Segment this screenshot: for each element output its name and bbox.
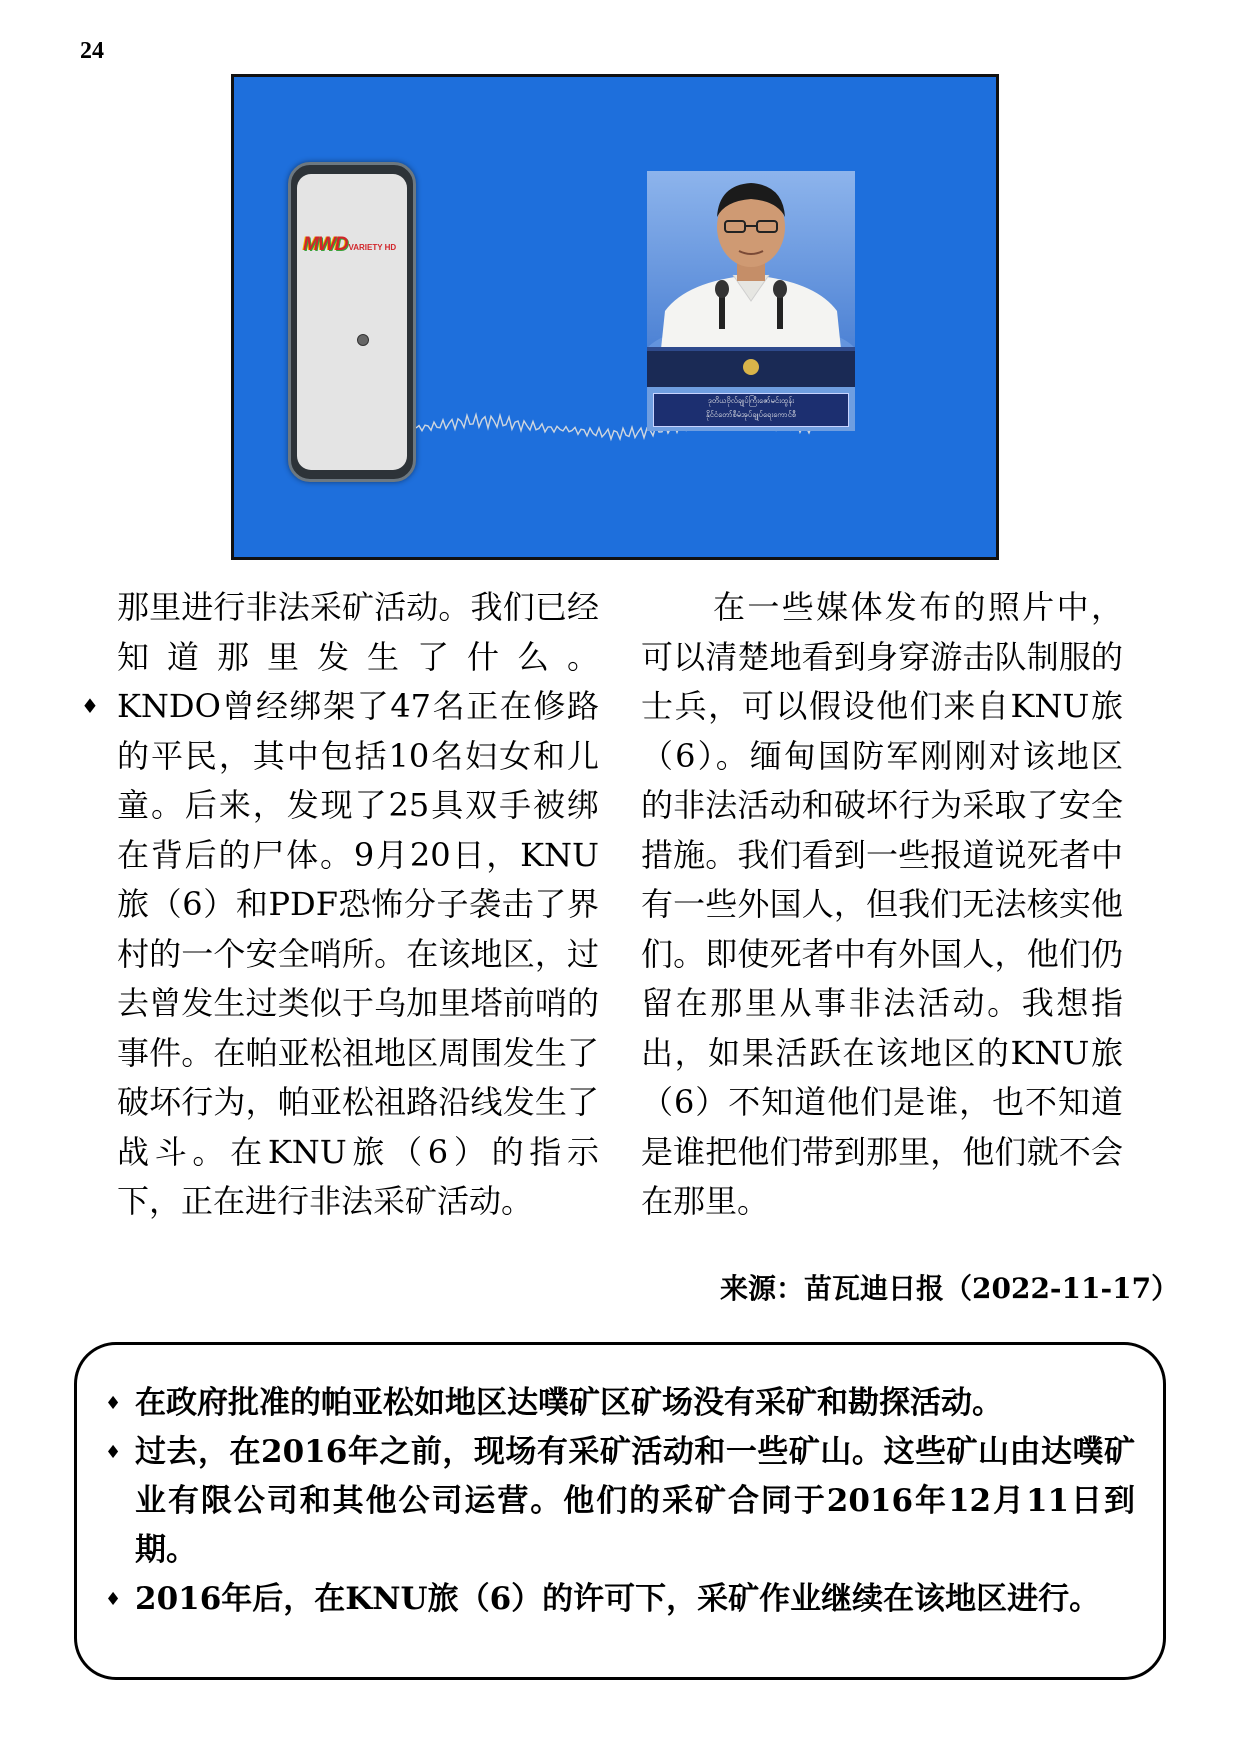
summary-box <box>74 1342 1166 1680</box>
diamond-bullet-icon: ♦ <box>105 1393 122 1414</box>
paragraph <box>117 583 599 682</box>
video-caption-bar <box>653 393 849 427</box>
paragraph <box>641 583 1123 1227</box>
diamond-bullet-icon: ♦ <box>105 1442 122 1463</box>
phone-camera-icon <box>357 334 369 346</box>
mwd-logo-subtext: VARIETY HD <box>348 243 397 252</box>
diamond-bullet-icon: ♦ <box>105 1589 122 1610</box>
bullet-paragraph <box>81 682 599 1227</box>
video-caption-line: နိုင်ငံတော်စီမံအုပ်ချုပ်ရေးကောင်စီ <box>705 410 797 419</box>
video-caption-line: ဒုတိယဗိုလ်ချုပ်ကြီးဇော်မင်းထွန်း <box>707 396 795 405</box>
mwd-logo-text: MWD <box>303 234 348 255</box>
video-screenshot-figure <box>231 74 999 560</box>
summary-point-text: 在政府批准的帕亚松如地区达噗矿区矿场没有采矿和勘探活动。 <box>135 1385 1003 1421</box>
phone-screen <box>297 174 407 470</box>
source-citation: 来源：苗瓦迪日报（2022-11-17） <box>720 1272 1180 1305</box>
summary-point <box>105 1379 1135 1428</box>
paragraph-text: 在一些媒体发布的照片中，可以清楚地看到身穿游击队制服的士兵，可以假设他们来自KNU旅（6）。缅甸国防军刚刚对该地区的非法活动和破坏行为采取了安全措施。我们看到一些报道说死者中有一些外国人，但我们无法核实他们。即使死者中有外国人，他们仍留在那里从事非法活动。我想指出，如果活跃在该地区的KNU旅（6）不知道他们是谁，也不知道是谁把他们带到那里，他们就不会在那里。 <box>641 588 1123 1220</box>
phone-illustration <box>288 162 416 482</box>
diamond-bullet-icon: ♦ <box>81 694 99 718</box>
summary-list <box>105 1379 1135 1624</box>
summary-point-text: 2016年后，在KNU旅（6）的许可下，采矿作业继续在该地区进行。 <box>135 1581 1101 1617</box>
summary-point <box>105 1428 1135 1575</box>
paragraph-text: KNDO曾经绑架了47名正在修路的平民，其中包括10名妇女和儿童。后来，发现了25具双手被绑在背后的尸体。9月20日，KNU旅（6）和PDF恐怖分子袭击了界村的一个安全哨所。在该地区，过去曾发生过类似于乌加里塔前哨的事件。在帕亚松祖地区周围发生了破坏行为，帕亚松祖路沿线发生了战斗。在KNU旅（6）的指示下，正在进行非法采矿活动。 <box>117 687 599 1220</box>
paragraph-text: 那里进行非法采矿活动。我们已经知道那里发生了什么。 <box>117 588 599 676</box>
speaker-video-frame <box>647 171 855 431</box>
right-text-column <box>641 583 1123 1227</box>
summary-point <box>105 1575 1135 1624</box>
page-number: 24 <box>80 38 104 64</box>
speaker-image <box>647 171 855 387</box>
summary-point-text: 过去，在2016年之前，现场有采矿活动和一些矿山。这些矿山由达噗矿业有限公司和其他公司运营。他们的采矿合同于2016年12月11日到期。 <box>135 1434 1135 1568</box>
mwd-logo <box>303 234 396 256</box>
left-text-column <box>81 583 599 1227</box>
